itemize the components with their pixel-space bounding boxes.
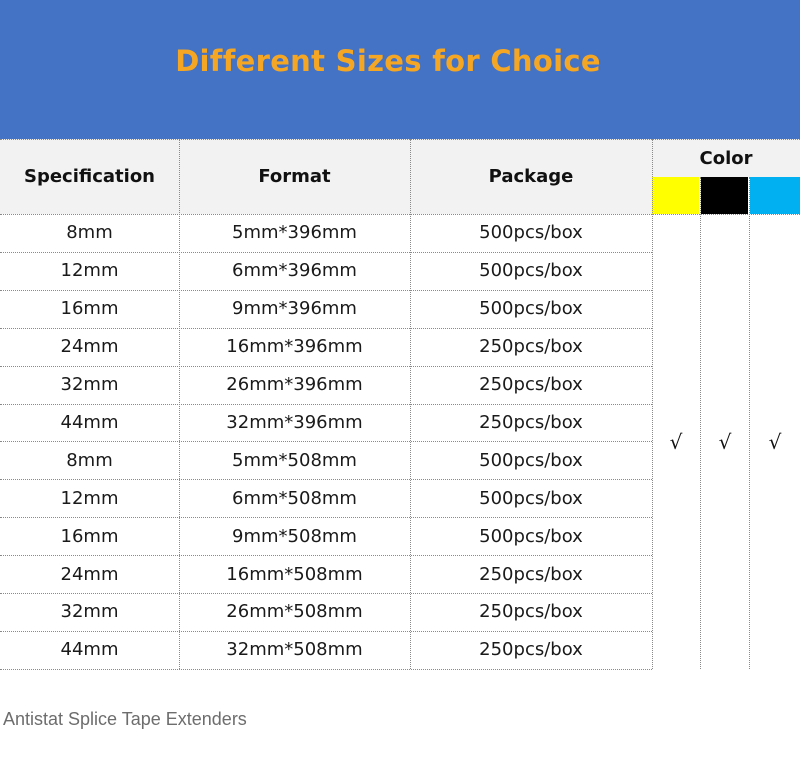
cell-package: 500pcs/box — [479, 525, 583, 547]
color-swatch-black — [701, 177, 748, 214]
cell-specification: 8mm — [66, 222, 113, 244]
cell-package: 500pcs/box — [479, 449, 583, 471]
cell-specification: 44mm — [60, 411, 119, 433]
header-color: Color — [699, 147, 753, 169]
check-mark-blue: √ — [768, 429, 782, 454]
cell-specification: 8mm — [66, 449, 113, 471]
cell-format: 5mm*396mm — [232, 222, 357, 244]
cell-format: 32mm*396mm — [226, 411, 363, 433]
title-banner — [0, 0, 800, 139]
cell-package: 250pcs/box — [479, 601, 583, 623]
cell-specification: 16mm — [60, 525, 119, 547]
size-table — [0, 139, 800, 669]
cell-package: 250pcs/box — [479, 639, 583, 661]
cell-specification: 24mm — [60, 563, 119, 585]
cell-format: 6mm*508mm — [232, 487, 357, 509]
cell-format: 16mm*396mm — [226, 336, 363, 358]
banner-title: Different Sizes for Choice — [175, 44, 601, 78]
cell-package: 250pcs/box — [479, 374, 583, 396]
header-specification: Specification — [23, 166, 155, 187]
cell-specification: 24mm — [60, 336, 119, 358]
cell-specification: 16mm — [60, 298, 119, 320]
cell-format: 9mm*396mm — [232, 298, 357, 320]
cell-package: 500pcs/box — [479, 260, 583, 282]
row-divider — [0, 669, 652, 670]
product-caption: Antistat Splice Tape Extenders — [3, 709, 247, 729]
check-mark-yellow: √ — [669, 429, 683, 454]
cell-package: 250pcs/box — [479, 336, 583, 358]
row-divider — [0, 139, 800, 140]
cell-format: 9mm*508mm — [232, 525, 357, 547]
cell-specification: 12mm — [60, 487, 119, 509]
cell-format: 32mm*508mm — [226, 639, 363, 661]
cell-format: 5mm*508mm — [232, 449, 357, 471]
check-mark-black: √ — [718, 429, 732, 454]
header-package: Package — [488, 166, 574, 187]
cell-package: 250pcs/box — [479, 411, 583, 433]
cell-format: 16mm*508mm — [226, 563, 363, 585]
cell-specification: 12mm — [60, 260, 119, 282]
cell-package: 500pcs/box — [479, 298, 583, 320]
column-divider — [700, 177, 701, 669]
color-swatch-blue — [750, 177, 800, 214]
cell-format: 26mm*508mm — [226, 601, 363, 623]
cell-specification: 44mm — [60, 639, 119, 661]
cell-specification: 32mm — [60, 374, 119, 396]
column-divider — [749, 177, 750, 669]
cell-package: 500pcs/box — [479, 487, 583, 509]
cell-package: 500pcs/box — [479, 222, 583, 244]
color-swatch-yellow — [652, 177, 699, 214]
cell-package: 250pcs/box — [479, 563, 583, 585]
column-divider — [652, 139, 653, 669]
cell-format: 6mm*396mm — [232, 260, 357, 282]
cell-specification: 32mm — [60, 601, 119, 623]
cell-format: 26mm*396mm — [226, 374, 363, 396]
header-format: Format — [258, 166, 331, 187]
